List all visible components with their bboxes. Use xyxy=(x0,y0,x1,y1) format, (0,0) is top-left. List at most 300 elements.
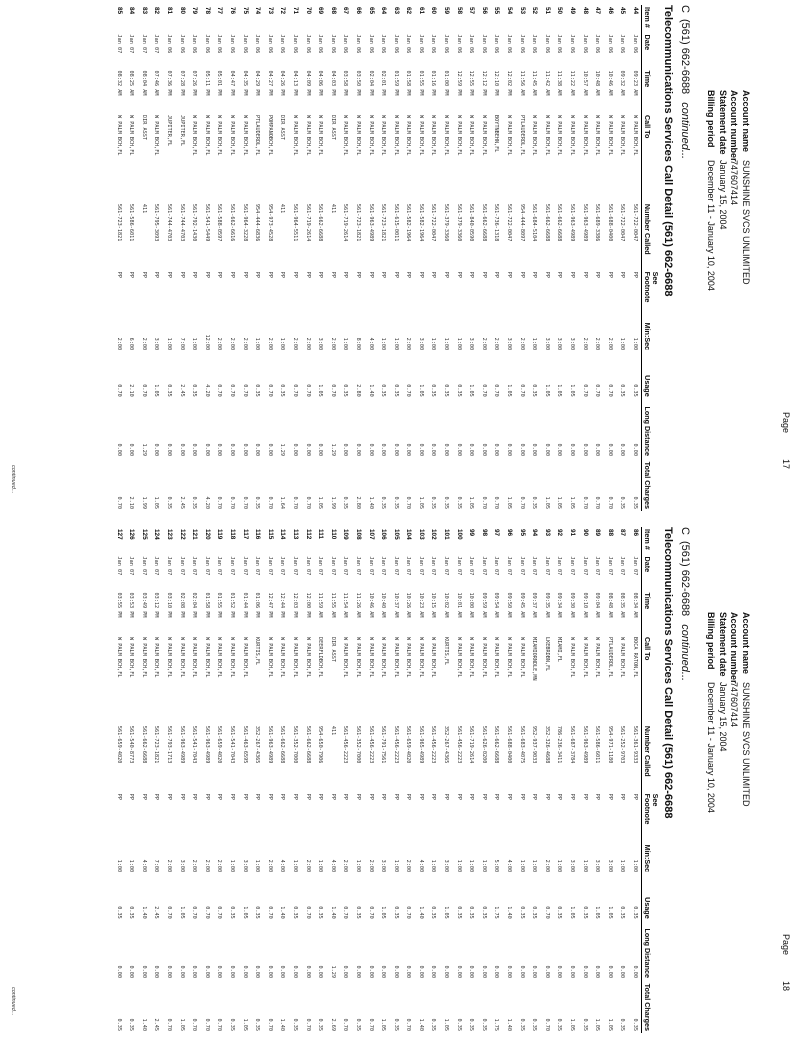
duration: 2:00 xyxy=(493,337,500,351)
footnote: PP xyxy=(266,793,273,800)
call-to: W PALM BCH,FL xyxy=(266,636,273,678)
call-date: Jan 06 xyxy=(543,34,550,54)
duration: 2:00 xyxy=(166,859,173,873)
long-distance-charge: 0.00 xyxy=(317,443,324,456)
item-number: 90 xyxy=(581,529,589,537)
footnote: PP xyxy=(480,793,487,800)
call-date: Jan 06 xyxy=(266,34,273,54)
long-distance-charge: 0.00 xyxy=(354,443,361,456)
call-date: Jan 07 xyxy=(581,556,588,576)
usage-charge: 0.70 xyxy=(581,384,588,397)
call-rows xyxy=(112,5,641,511)
call-to: W PALM BCH,FL xyxy=(556,114,563,156)
long-distance-charge: 0.00 xyxy=(443,965,450,978)
long-distance-charge: 0.00 xyxy=(518,965,525,978)
total-charge: 0.70 xyxy=(405,496,412,509)
call-date: Jan 07 xyxy=(203,556,210,576)
call-to: W PALM BCH,FL xyxy=(203,114,210,156)
total-charge: 0.70 xyxy=(367,1018,374,1031)
footnote: PP xyxy=(468,793,475,800)
long-distance-charge: 0.00 xyxy=(229,443,235,456)
total-charge: 2.45 xyxy=(178,496,185,509)
table-row xyxy=(477,5,490,511)
total-charge: 1.05 xyxy=(241,1018,248,1031)
account-info xyxy=(705,612,751,912)
usage-charge: 0.70 xyxy=(405,384,412,397)
call-time: 03:10 PM xyxy=(166,592,173,618)
footnote: PP xyxy=(468,271,475,278)
long-distance-charge: 0.00 xyxy=(455,443,462,456)
call-date: Jan 07 xyxy=(216,556,223,576)
usage-charge: 0.35 xyxy=(291,906,298,919)
total-charge: 0.35 xyxy=(254,1018,261,1031)
table-row xyxy=(351,527,364,1033)
table-row xyxy=(225,527,238,1033)
number-called: 561-626-0200 xyxy=(480,725,487,764)
footnote: PP xyxy=(317,793,324,800)
long-distance-charge: 0.00 xyxy=(430,965,437,978)
table-row xyxy=(603,527,616,1033)
long-distance-charge: 0.00 xyxy=(594,443,601,456)
usage-charge: 0.35 xyxy=(128,906,135,919)
number-called: 561-791-7561 xyxy=(380,725,387,764)
table-row xyxy=(326,5,339,511)
number-called: 561-722-0047 xyxy=(619,203,626,242)
number-called: 561-456-2223 xyxy=(392,725,399,764)
footnote: PP xyxy=(543,793,550,800)
call-to: BOCA RATON,FL xyxy=(632,636,638,678)
statement-date-label: Statement date xyxy=(718,90,728,155)
table-row xyxy=(238,5,251,511)
call-to: W PALM BCH,FL xyxy=(354,114,361,156)
item-number: 122 xyxy=(178,529,186,540)
item-number: 61 xyxy=(417,7,425,15)
table-row xyxy=(125,527,138,1033)
item-number: 114 xyxy=(279,529,287,540)
duration: 3:00 xyxy=(569,337,576,351)
table-row xyxy=(515,527,528,1033)
call-date: Jan 06 xyxy=(594,34,601,54)
number-called: 561-964-3228 xyxy=(241,203,248,242)
call-date: Jan 06 xyxy=(556,34,563,54)
call-to: W PALM BCH,FL xyxy=(191,636,198,678)
call-to: W PALM BCH,FL xyxy=(569,636,576,678)
table-row xyxy=(125,5,138,511)
duration: 2:00 xyxy=(304,337,311,351)
call-time: 10:48 AM xyxy=(594,70,601,96)
call-time: 09:35 AM xyxy=(543,592,550,618)
long-distance-charge: 0.00 xyxy=(279,965,286,978)
table-row xyxy=(314,527,327,1033)
total-charge: 0.35 xyxy=(531,496,538,509)
long-distance-charge: 0.00 xyxy=(342,443,349,456)
table-row xyxy=(364,527,377,1033)
long-distance-charge: 0.00 xyxy=(543,443,550,456)
col-date: Date xyxy=(642,33,660,69)
long-distance-charge: 0.00 xyxy=(455,965,462,978)
duration: 3:00 xyxy=(468,337,475,351)
duration: 1:00 xyxy=(556,859,563,873)
item-number: 121 xyxy=(191,529,199,540)
long-distance-charge: 0.00 xyxy=(153,965,160,978)
number-called: 561-463-6595 xyxy=(241,725,248,764)
total-charge: 1.40 xyxy=(279,1018,286,1031)
table-row xyxy=(389,527,402,1033)
long-distance-charge: 0.00 xyxy=(443,443,450,456)
long-distance-charge: 0.00 xyxy=(405,443,412,456)
footnote: PP xyxy=(506,271,513,278)
account-name-label: Account name xyxy=(741,612,751,675)
item-number: 75 xyxy=(241,7,249,15)
table-row xyxy=(175,527,188,1033)
duration: 3:00 xyxy=(417,337,424,351)
footnote: PP xyxy=(594,793,601,800)
call-date: Jan 06 xyxy=(392,34,399,54)
usage-charge: 0.70 xyxy=(342,906,349,919)
call-time: 04:09 PM xyxy=(304,70,311,96)
usage-charge: 4.20 xyxy=(203,384,210,397)
total-charge: 0.70 xyxy=(493,496,500,509)
duration: 2:00 xyxy=(140,337,147,351)
usage-charge: 0.70 xyxy=(241,384,248,397)
number-called: 954-444-8097 xyxy=(518,203,525,242)
call-time: 11:59 AM xyxy=(317,592,324,618)
long-distance-charge: 0.00 xyxy=(632,443,638,456)
number-called: 561-963-4989 xyxy=(178,725,185,764)
call-date: Jan 07 xyxy=(229,556,235,576)
usage-charge: 1.75 xyxy=(493,906,500,919)
call-to: W PALM BCH,FL xyxy=(354,636,361,678)
long-distance-charge: 0.00 xyxy=(480,965,487,978)
long-distance-charge: 0.00 xyxy=(392,443,399,456)
call-to: W PALM BCH,FL xyxy=(216,636,223,678)
number-called: 561-723-1821 xyxy=(380,203,387,242)
call-time: 11:38 AM xyxy=(556,70,563,96)
long-distance-charge: 0.00 xyxy=(506,965,513,978)
long-distance-charge: 0.00 xyxy=(380,965,387,978)
duration: 3:00 xyxy=(380,859,387,873)
usage-charge: 0.35 xyxy=(556,906,563,919)
footnote: PP xyxy=(115,793,122,800)
call-date: Jan 06 xyxy=(569,34,576,54)
call-date: Jan 06 xyxy=(606,34,613,54)
call-date: Jan 07 xyxy=(493,556,500,576)
table-row xyxy=(251,5,264,511)
call-detail-table xyxy=(112,5,659,511)
number-called: 561-723-1821 xyxy=(153,725,160,764)
call-to: PTLAUDERDL,FL xyxy=(606,636,613,678)
item-number: 91 xyxy=(569,529,577,537)
number-called: 561-963-4989 xyxy=(581,725,588,764)
duration: 5:00 xyxy=(493,859,500,873)
number-called: 561-541-7043 xyxy=(229,725,235,764)
footnote: PP xyxy=(606,793,613,800)
long-distance-charge: 0.00 xyxy=(531,443,538,456)
table-row xyxy=(528,5,541,511)
number-called: 561-722-0047 xyxy=(506,203,513,242)
number-called: 561-456-2223 xyxy=(455,725,462,764)
call-time: 10:46 AM xyxy=(606,70,613,96)
total-charge: 0.35 xyxy=(317,1018,324,1031)
usage-charge: 1.40 xyxy=(140,906,147,919)
usage-charge: 0.35 xyxy=(468,906,475,919)
table-row xyxy=(578,5,591,511)
duration: 1:00 xyxy=(115,859,122,873)
call-time: 11:56 AM xyxy=(518,70,525,96)
table-row xyxy=(339,527,352,1033)
total-charge: 0.70 xyxy=(166,1018,173,1031)
duration: 3:00 xyxy=(153,337,160,351)
call-time: 04:13 PM xyxy=(291,70,298,96)
footnote: PP xyxy=(506,793,513,800)
total-charge: 0.70 xyxy=(191,1018,198,1031)
duration: 2:00 xyxy=(216,337,223,351)
total-charge: 0.35 xyxy=(531,1018,538,1031)
call-time: 02:04 PM xyxy=(191,592,198,618)
usage-charge: 0.35 xyxy=(317,906,324,919)
call-time: 01:58 PM xyxy=(405,70,412,96)
footnote: PP xyxy=(354,793,361,800)
long-distance-charge: 0.00 xyxy=(178,443,185,456)
total-charge: 2.80 xyxy=(354,496,361,509)
long-distance-charge: 0.00 xyxy=(619,443,626,456)
statement-page xyxy=(0,522,809,1043)
duration: 3:00 xyxy=(178,859,185,873)
number-called: 561-456-2223 xyxy=(367,725,374,764)
call-time: 08:34 AM xyxy=(632,592,638,618)
col-number-called: Number Called xyxy=(642,202,660,270)
footnote: PP xyxy=(556,271,563,278)
long-distance-charge: 0.00 xyxy=(266,443,273,456)
call-to: W PALM BCH,FL xyxy=(430,114,437,156)
long-distance-charge: 0.00 xyxy=(581,443,588,456)
footnote: PP xyxy=(279,271,286,278)
call-to: BOYTNBEHN,FL xyxy=(493,114,500,153)
call-to: DIR ASST xyxy=(329,114,336,140)
item-number: 92 xyxy=(556,529,564,537)
col-usage: Usage xyxy=(642,874,660,921)
long-distance-charge: 0.00 xyxy=(569,443,576,456)
footnote: PP xyxy=(291,793,298,800)
number-called: 561-795-3093 xyxy=(153,203,160,242)
usage-charge: 0.35 xyxy=(619,906,626,919)
usage-charge: 0.70 xyxy=(216,384,223,397)
statement-date: January 15, 2004 xyxy=(718,160,728,230)
item-number: 80 xyxy=(178,7,186,15)
long-distance-charge: 0.00 xyxy=(115,965,122,978)
total-charge: 1.40 xyxy=(140,1018,147,1031)
item-number: 117 xyxy=(241,529,249,540)
number-called: 561-963-4989 xyxy=(367,203,374,242)
call-date: Jan 06 xyxy=(506,34,513,54)
long-distance-charge: 0.00 xyxy=(291,965,298,978)
call-to: W PALM BCH,FL xyxy=(506,636,513,678)
total-charge: 0.70 xyxy=(203,1018,210,1031)
item-number: 60 xyxy=(430,7,438,15)
call-to: W PALM BCH,FL xyxy=(229,114,235,156)
item-number: 69 xyxy=(317,7,325,15)
usage-charge: 2.45 xyxy=(153,906,160,919)
long-distance-charge: 0.00 xyxy=(317,965,324,978)
table-row xyxy=(326,527,339,1033)
item-number: 49 xyxy=(569,7,577,15)
number-called: 561-662-6688 xyxy=(543,203,550,242)
usage-charge: 1.05 xyxy=(556,384,563,397)
total-charge: 0.35 xyxy=(556,1018,563,1031)
number-called: 561-662-6688 xyxy=(480,203,487,242)
usage-charge: 0.70 xyxy=(291,384,298,397)
call-time: 12:10 PM xyxy=(493,70,500,96)
duration: 3:00 xyxy=(241,859,248,873)
duration: 4:00 xyxy=(140,859,147,873)
duration: 1:00 xyxy=(632,337,638,351)
number-called: 561-659-4020 xyxy=(216,725,223,764)
number-called: 561-588-0597 xyxy=(216,203,223,242)
item-number: 110 xyxy=(329,529,337,540)
usage-charge: 0.35 xyxy=(455,384,462,397)
billing-period: December 11 - January 10, 2004 xyxy=(706,160,717,291)
total-charge: 0.35 xyxy=(392,496,399,509)
call-to: W PALM BCH,FL xyxy=(304,114,311,156)
item-number: 108 xyxy=(354,529,362,540)
table-row xyxy=(553,5,566,511)
usage-charge: 1.05 xyxy=(317,384,324,397)
number-called: 561-252-9703 xyxy=(619,725,626,764)
table-row xyxy=(301,5,314,511)
call-date: Jan 06 xyxy=(632,34,638,54)
number-called: 561-683-4075 xyxy=(518,725,525,764)
number-called: 561-379-3360 xyxy=(455,203,462,242)
long-distance-charge: 0.00 xyxy=(543,965,550,978)
number-called: 561-662-6616 xyxy=(229,203,235,242)
call-date: Jan 07 xyxy=(455,556,462,576)
statement-page xyxy=(0,0,809,521)
call-time: 03:53 PM xyxy=(128,592,135,618)
total-charge: 0.35 xyxy=(581,1018,588,1031)
call-to: W PALM BCH,FL xyxy=(291,114,298,156)
duration: 4:00 xyxy=(329,859,336,873)
page-label: Page xyxy=(781,934,791,956)
call-date: Jan 07 xyxy=(166,556,173,576)
table-row xyxy=(162,527,175,1033)
number-called: 561-586-6011 xyxy=(594,725,601,764)
duration: 1:00 xyxy=(254,859,261,873)
table-row xyxy=(225,5,238,511)
footnote: PP xyxy=(342,793,349,800)
usage-charge: 0.35 xyxy=(531,906,538,919)
number-called: 561-582-1964 xyxy=(405,203,412,242)
usage-charge: 0.70 xyxy=(140,384,147,397)
call-to: W PALM BCH,FL xyxy=(405,114,412,156)
total-charge: 1.64 xyxy=(279,496,286,509)
total-charge: 2.10 xyxy=(128,496,135,509)
number-called: 561-582-1964 xyxy=(417,203,424,242)
call-to: W PALM BCH,FL xyxy=(191,114,198,156)
table-row xyxy=(565,527,578,1033)
call-to: JUPITER,FL xyxy=(166,114,173,147)
table-row xyxy=(263,527,276,1033)
duration: 1:00 xyxy=(455,337,462,351)
total-charge: 0.35 xyxy=(632,1018,638,1031)
call-date: Jan 07 xyxy=(556,556,563,576)
long-distance-charge: 0.00 xyxy=(128,965,135,978)
total-charge: 0.35 xyxy=(455,496,462,509)
col-minsec: Min:Sec xyxy=(642,308,660,352)
number-called: 952-937-9033 xyxy=(531,725,538,764)
duration: 1:00 xyxy=(531,337,538,351)
call-date: Jan 06 xyxy=(430,34,437,54)
number-called: 561-964-5511 xyxy=(291,203,298,242)
call-to: PTLAUDERDL,FL xyxy=(518,114,525,156)
usage-charge: 0.70 xyxy=(266,906,273,919)
table-row xyxy=(502,527,515,1033)
item-number: 70 xyxy=(304,7,312,15)
call-to: W PALM BCH,FL xyxy=(392,114,399,156)
item-number: 99 xyxy=(468,529,476,537)
call-time: 04:35 PM xyxy=(241,70,248,96)
item-number: 87 xyxy=(619,529,627,537)
footnote: PP xyxy=(128,271,135,278)
number-called: 561-792-1430 xyxy=(191,203,198,242)
long-distance-charge: 0.00 xyxy=(216,965,223,978)
long-distance-charge: 0.00 xyxy=(128,443,135,456)
item-number: 106 xyxy=(380,529,388,540)
number-called: 561-722-0047 xyxy=(632,203,638,242)
duration: 2:00 xyxy=(115,337,122,351)
table-row xyxy=(628,5,641,511)
total-charge: 1.05 xyxy=(556,496,563,509)
total-charge: 0.35 xyxy=(430,1018,437,1031)
call-date: Jan 06 xyxy=(518,34,525,54)
footnote: PP xyxy=(304,271,311,278)
call-date: Jan 06 xyxy=(254,34,261,54)
item-number: 127 xyxy=(115,529,123,540)
call-date: Jan 07 xyxy=(430,556,437,576)
usage-charge: 0.70 xyxy=(266,384,273,397)
duration: 3:00 xyxy=(556,337,563,351)
footnote: PP xyxy=(367,793,374,800)
total-charge: 1.40 xyxy=(367,496,374,509)
item-number: 64 xyxy=(380,7,388,15)
number-called: 561-965-4989 xyxy=(417,725,424,764)
table-row xyxy=(427,527,440,1033)
footnote: PP xyxy=(455,271,462,278)
duration: 2:00 xyxy=(266,337,273,351)
number-called: 561-659-4020 xyxy=(405,725,412,764)
call-date: Jan 07 xyxy=(279,556,286,576)
call-time: 01:44 PM xyxy=(241,592,248,618)
call-to: W PALM BCH,FL xyxy=(443,114,450,156)
call-date: Jan 07 xyxy=(291,556,298,576)
usage-charge: 1.40 xyxy=(367,384,374,397)
section-continued-line xyxy=(679,5,691,159)
duration: 2:00 xyxy=(405,859,412,873)
long-distance-charge: 0.00 xyxy=(430,443,437,456)
item-number: 51 xyxy=(543,7,551,15)
total-charge: 2.45 xyxy=(153,1018,160,1031)
call-date: Jan 07 xyxy=(506,556,513,576)
item-number: 52 xyxy=(531,7,539,15)
total-charge: 1.05 xyxy=(606,1018,613,1031)
item-number: 94 xyxy=(531,529,539,537)
call-date: Jan 06 xyxy=(380,34,387,54)
footnote: PP xyxy=(140,271,147,278)
table-header-row xyxy=(642,527,660,1033)
number-called: 561-793-1713 xyxy=(166,725,173,764)
table-row xyxy=(427,5,440,511)
long-distance-charge: 0.00 xyxy=(632,965,638,978)
number-called: 561-615-0011 xyxy=(392,203,399,242)
